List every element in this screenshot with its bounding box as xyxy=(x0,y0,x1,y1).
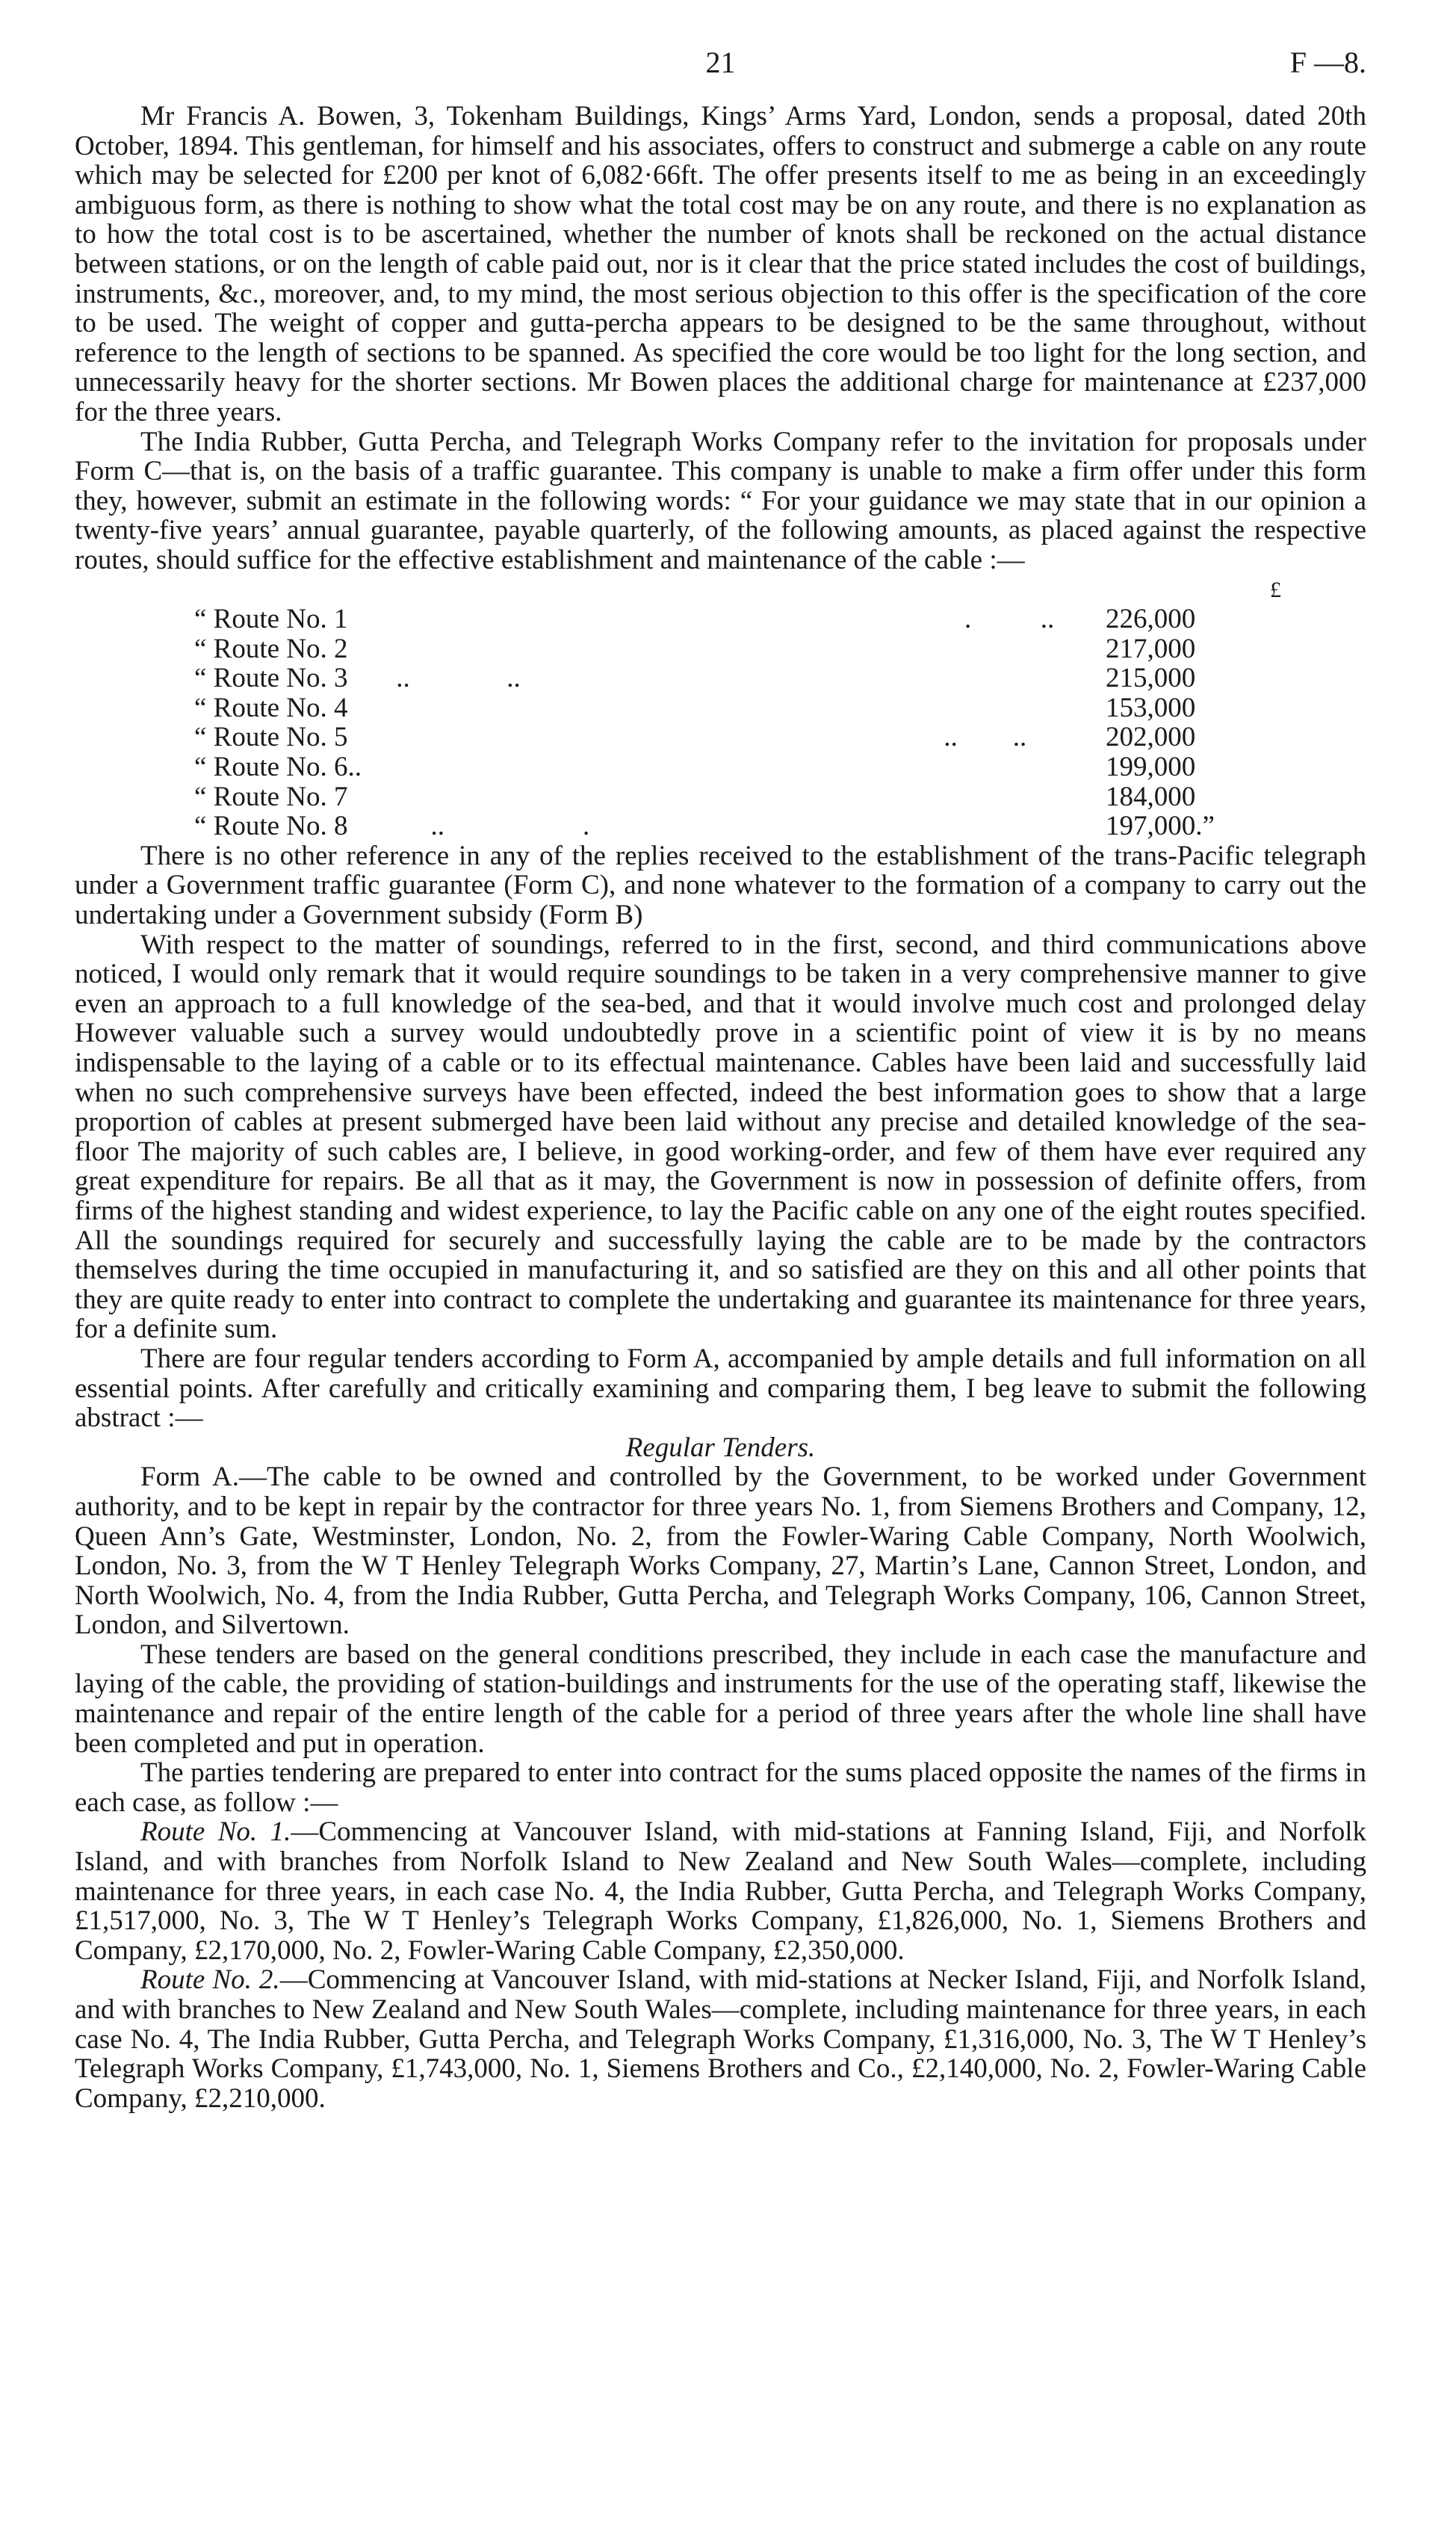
route-name: “ Route No. 8 .. . xyxy=(194,811,590,842)
paragraph-no-other-reference: There is no other reference in any of the replies received to the establishment of the trans-Pacific telegraph under a Government traffic guarantee (Form C), and none whatever to the formation of a company to carry out the undertaking under a Government subsidy (Form B) xyxy=(75,840,1366,931)
route-2-text: —Commencing at Vancouver Island, with mid-stations at Necker Island, Fiji, and Norfolk Island, and with branches to New Zealand and New South Wales—complete, including maintenance for three years, in each case No. 4, The India Rubber, Gutta Percha, and Telegraph Works Company, £1,316,000, No. 3, The W T Henley’s Telegraph Works Company, £1,743,000, No. 1, Siemens Brothers and Co., £2,140,000, No. 2, Fowler-Waring Cable Company, £2,210,000. xyxy=(75,1964,1366,2114)
route-row xyxy=(194,693,1330,723)
route-1-text: —Commencing at Vancouver Island, with mid-stations at Fanning Island, Fiji, and Norfolk Island, and with branches from Norfolk Island to New Zealand and New South Wales—complete, including maintenance for three years, in each case No. 4, the India Rubber, Gutta Percha, and Telegraph Works Company, £1,517,000, No. 3, The W T Henley’s Telegraph Works Company, £1,826,000, No. 1, Siemens Brothers and Company, £2,170,000, No. 2, Fowler-Waring Cable Company, £2,350,000. xyxy=(75,1816,1367,1966)
route-amount: 217,000 xyxy=(1106,633,1196,664)
route-amount: 153,000 xyxy=(1106,692,1196,723)
route-name: “ Route No. 3 .. .. xyxy=(194,663,521,694)
route-amount: 184,000 xyxy=(1106,781,1196,812)
route-name: “ Route No. 6.. xyxy=(194,752,362,783)
route-2-label: Route No. 2. xyxy=(140,1964,280,1996)
currency-symbol: £ xyxy=(1270,577,1281,602)
route-amount: 226,000 xyxy=(1106,604,1196,635)
route-1-label: Route No. 1. xyxy=(140,1816,291,1848)
route-row xyxy=(194,604,1330,634)
route-amount: 197,000.” xyxy=(1106,811,1215,842)
currency-header-row xyxy=(194,575,1330,605)
paragraph-route-1 xyxy=(75,1817,1366,1965)
route-name: “ Route No. 7 xyxy=(194,781,348,812)
paragraph-tender-basis: These tenders are based on the general conditions prescribed, they include in each case the manufacture and laying of the cable, the providing of station-buildings and instruments for the use of the operating staff, likewise the maintenance and repair of the entire length of the cable for a period of three years after the whole line shall have been completed and put in operation. xyxy=(75,1639,1366,1759)
paragraph-parties-tendering: The parties tendering are prepared to enter into contract for the sums placed opposite the names of the firms in each case, as follow :— xyxy=(75,1757,1366,1818)
paragraph-form-a: Form A.—The cable to be owned and controlled by the Government, to be worked under Government authority, and to be kept in repair by the contractor for three years No. 1, from Siemens Brothers and Company, 12, Queen Ann’s Gate, Westminster, London, No. 2, from the Fowler-Waring Cable Company, North Woolwich, London, No. 3, from the W T Henley Telegraph Works Company, 27, Martin’s Lane, Cannon Street, London, and North Woolwich, No. 4, from the India Rubber, Gutta Percha, and Telegraph Works Company, 106, Cannon Street, London, and Silvertown. xyxy=(75,1462,1366,1641)
paragraph-four-tenders: There are four regular tenders according to Form A, accompanied by ample details and full information on all essential points. After carefully and critically examining and comparing them, I beg leave to submit the following abstract :— xyxy=(75,1343,1366,1434)
route-row xyxy=(194,723,1330,752)
route-row xyxy=(194,752,1330,782)
route-row xyxy=(194,634,1330,664)
route-leader-dots: .. .. xyxy=(882,722,1027,753)
paragraph-india-rubber-proposal: The India Rubber, Gutta Percha, and Telegraph Works Company refer to the invitation for proposals under Form C—that is, on the basis of a traffic guarantee. This company is unable to make a firm offer under this form they, however, submit an estimate in the following words: “ For your guidance we may state that in our opinion a twenty-five years’ annual guarantee, payable quarterly, of the following amounts, as placed against the respective routes, should suffice for the effective establishment and maintenance of the cable :— xyxy=(75,426,1366,575)
route-row xyxy=(194,811,1330,841)
page-header xyxy=(75,45,1366,94)
page-number: 21 xyxy=(705,46,736,79)
route-amount: 199,000 xyxy=(1106,752,1196,783)
route-row xyxy=(194,664,1330,693)
route-amount: 215,000 xyxy=(1106,663,1196,694)
route-name: “ Route No. 4 xyxy=(194,692,348,723)
route-row xyxy=(194,782,1330,812)
route-name: “ Route No. 2 xyxy=(194,633,348,664)
paragraph-bowen-proposal: Mr Francis A. Bowen, 3, Tokenham Buildings, Kings’ Arms Yard, London, sends a proposal, dated 20th October, 1894. This gentleman, for himself and his associates, offers to construct and submerge a cable on any route which may be selected for £200 per knot of 6,082·66ft. The offer presents itself to me as being in an exceedingly ambiguous form, as there is nothing to show what the total cost may be on any route, and there is no explanation as to how the total cost is to be ascertained, whether the number of knots shall be reckoned on the actual distance between stations, or on the length of cable paid out, nor is it clear that the price stated includes the cost of buildings, instruments, &c., moreover, and, to my mind, the most serious objection to this offer is the specification of the core to be used. The weight of copper and gutta-percha appears to be designed to be the same throughout, without reference to the length of sections to be spanned. As specified the core would be too light for the long section, and unnecessarily heavy for the shorter sections. Mr Bowen places the additional charge for maintenance at £237,000 for the three years. xyxy=(75,101,1366,427)
route-name: “ Route No. 1 xyxy=(194,604,348,635)
route-amount: 202,000 xyxy=(1106,722,1196,753)
document-reference: F —8. xyxy=(1289,46,1366,79)
route-name: “ Route No. 5 xyxy=(194,722,348,753)
route-leader-dots: . .. xyxy=(882,604,1055,635)
section-title: Regular Tenders. xyxy=(625,1432,816,1463)
route-guarantee-table xyxy=(194,575,1330,841)
paragraph-route-2 xyxy=(75,1965,1366,2113)
paragraph-soundings: With respect to the matter of soundings, referred to in the first, second, and third communications above noticed, I would only remark that it would require soundings to be taken in a very comprehensive manner to give even an approach to a full knowledge of the sea-bed, and that it would involve much cost and prolonged delay However valuable such a survey would undoubtedly prove in a scientific point of view it is by no means indispensable to the laying of a cable or to its effectual maintenance. Cables have been laid and successfully laid when no such comprehensive surveys have been effected, indeed the best information goes to show that a large proportion of cables at present submerged have been laid without any precise and detailed knowledge of the sea-floor The majority of such cables are, I believe, in good working-order, and few of them have ever required any great expenditure for repairs. Be all that as it may, the Government is now in possession of definite offers, from firms of the highest standing and widest experience, to lay the Pacific cable on any one of the eight routes specified. All the soundings required for securely and successfully laying the cable are to be made by the contractors themselves during the time occupied in manufacturing it, and so satisfied are they on this and all other points that they are quite ready to enter into contract to complete the undertaking and guarantee its maintenance for three years, for a definite sum. xyxy=(75,929,1366,1345)
